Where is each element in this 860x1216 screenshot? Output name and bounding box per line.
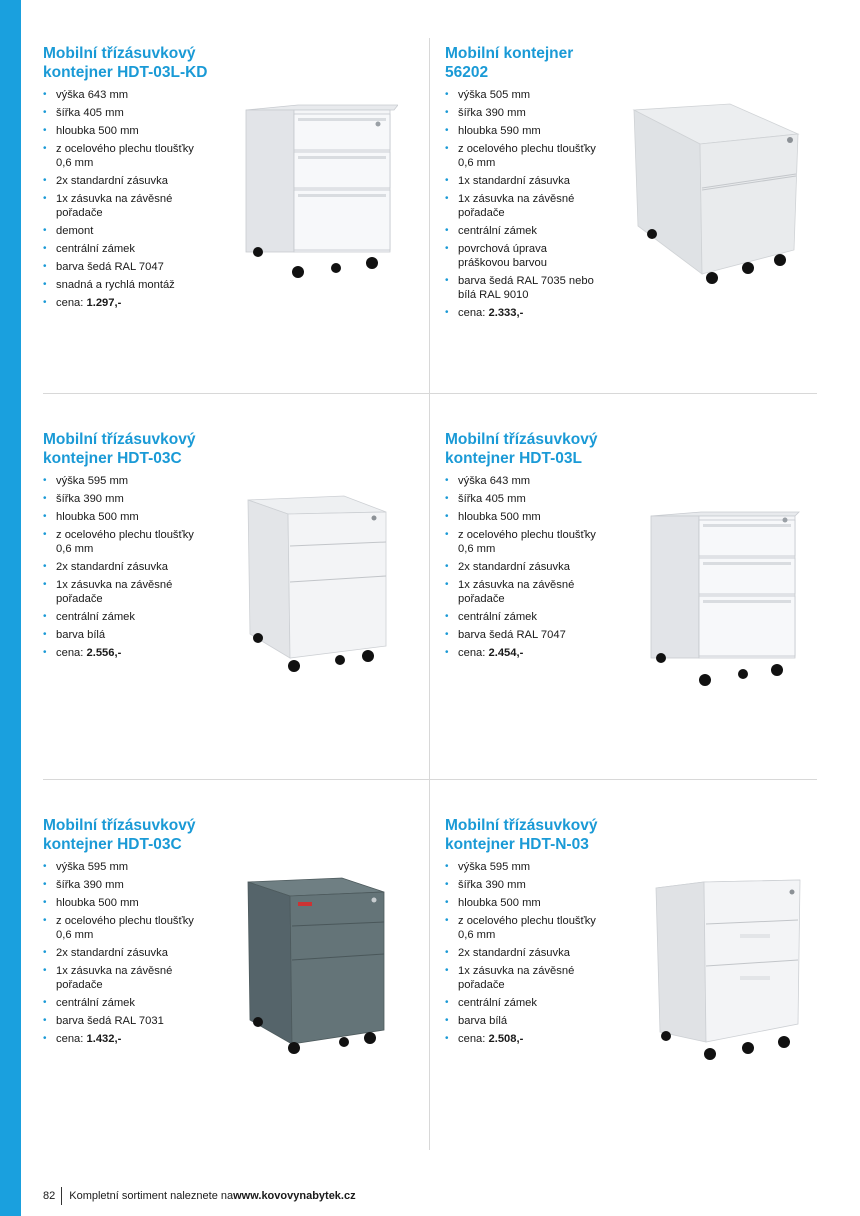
product-card [445, 44, 598, 324]
spec-item: • šířka 390 mm [43, 493, 124, 505]
column-divider [429, 780, 430, 1150]
spec-item: • šířka 390 mm [445, 107, 526, 119]
product-card [445, 816, 615, 1050]
spec-item: • výška 595 mm [43, 475, 129, 487]
spec-list [43, 474, 213, 660]
spec-item: • z ocelového plechu tloušťky 0,6 mm [445, 143, 596, 169]
spec-item: • 1x zásuvka na závěsné pořadače [445, 193, 575, 219]
spec-item: • snadná a rychlá montáž [43, 279, 175, 291]
footer-url[interactable]: www.kovovynabytek.cz [233, 1190, 356, 1202]
spec-item: • výška 643 mm [445, 475, 531, 487]
column-divider [429, 394, 430, 779]
spec-item: • barva šedá RAL 7031 [43, 1015, 164, 1027]
spec-list [43, 88, 213, 310]
spec-item: • hloubka 590 mm [445, 125, 541, 137]
spec-item: • výška 595 mm [445, 861, 531, 873]
spec-item: • šířka 390 mm [43, 879, 124, 891]
white-three-drawer-pedestal-image [240, 492, 400, 676]
product-title: Mobilní kontejner 56202 [445, 45, 574, 81]
price: 1.297,- [86, 297, 122, 309]
spec-item: • barva šedá RAL 7035 nebo bílá RAL 9010 [445, 275, 594, 301]
spec-item: • centrální zámek [445, 611, 537, 623]
row-divider [43, 393, 817, 394]
price: 2.556,- [86, 647, 122, 659]
spec-item: • 1x zásuvka na závěsné pořadače [445, 579, 575, 605]
dark-grey-three-drawer-pedestal-image [240, 876, 400, 1060]
price-item: • cena: 2.333,- [445, 307, 524, 319]
spec-item: • barva bílá [43, 629, 106, 641]
spec-item: • výška 505 mm [445, 89, 531, 101]
page-footer [43, 1187, 356, 1205]
spec-item: • povrchová úprava práškovou barvou [445, 243, 547, 269]
column-divider [429, 38, 430, 393]
white-three-drawer-pedestal-image [645, 508, 805, 690]
product-card [43, 430, 213, 664]
product-title: Mobilní třízásuvkový kontejner HDT-03L [445, 431, 598, 467]
accent-side-bar [0, 0, 21, 1216]
spec-item: • centrální zámek [43, 997, 135, 1009]
spec-item: • centrální zámek [43, 611, 135, 623]
spec-item: • 1x standardní zásuvka [445, 175, 570, 187]
spec-item: • 2x standardní zásuvka [445, 947, 570, 959]
spec-item: • z ocelového plechu tloušťky 0,6 mm [43, 915, 194, 941]
spec-item: • výška 595 mm [43, 861, 129, 873]
price-item: • cena: 2.508,- [445, 1033, 524, 1045]
product-card [43, 44, 213, 314]
spec-item: • z ocelového plechu tloušťky 0,6 mm [43, 529, 194, 555]
row-divider [43, 779, 817, 780]
spec-item: • centrální zámek [445, 997, 537, 1009]
spec-list [445, 860, 615, 1046]
price-item: • cena: 1.297,- [43, 297, 122, 309]
spec-item: • hloubka 500 mm [43, 897, 139, 909]
spec-item: • výška 643 mm [43, 89, 129, 101]
spec-list [445, 474, 615, 660]
white-three-drawer-pedestal-image [238, 100, 398, 282]
spec-item: • hloubka 500 mm [43, 125, 139, 137]
spec-item: • 2x standardní zásuvka [43, 561, 168, 573]
price: 1.432,- [86, 1033, 122, 1045]
light-grey-two-drawer-pedestal-image [630, 100, 810, 290]
page-number: 82 [43, 1190, 56, 1202]
spec-item: • 2x standardní zásuvka [43, 175, 168, 187]
spec-item: • 1x zásuvka na závěsné pořadače [43, 579, 173, 605]
product-card [445, 430, 615, 664]
spec-item: • z ocelového plechu tloušťky 0,6 mm [445, 529, 596, 555]
product-title: Mobilní třízásuvkový kontejner HDT-03L-KD [43, 45, 208, 81]
footer-separator [61, 1187, 62, 1205]
price-item: • cena: 2.454,- [445, 647, 524, 659]
spec-item: • 1x zásuvka na závěsné pořadače [43, 193, 173, 219]
price: 2.454,- [488, 647, 524, 659]
spec-item: • demont [43, 225, 94, 237]
spec-item: • centrální zámek [43, 243, 135, 255]
spec-item: • barva šedá RAL 7047 [43, 261, 164, 273]
spec-item: • hloubka 500 mm [445, 897, 541, 909]
spec-item: • z ocelového plechu tloušťky 0,6 mm [43, 143, 194, 169]
footer-text: Kompletní sortiment naleznete na [69, 1190, 234, 1202]
spec-item: • 1x zásuvka na závěsné pořadače [43, 965, 173, 991]
spec-item: • 2x standardní zásuvka [43, 947, 168, 959]
spec-item: • šířka 405 mm [445, 493, 526, 505]
spec-item: • 1x zásuvka na závěsné pořadače [445, 965, 575, 991]
spec-item: • hloubka 500 mm [445, 511, 541, 523]
spec-item: • z ocelového plechu tloušťky 0,6 mm [445, 915, 596, 941]
white-three-drawer-pedestal-image [652, 876, 812, 1062]
spec-item: • centrální zámek [445, 225, 537, 237]
product-title: Mobilní třízásuvkový kontejner HDT-03C [43, 431, 196, 467]
product-title: Mobilní třízásuvkový kontejner HDT-N-03 [445, 817, 598, 853]
spec-item: • 2x standardní zásuvka [445, 561, 570, 573]
price-item: • cena: 2.556,- [43, 647, 122, 659]
price: 2.508,- [488, 1033, 524, 1045]
spec-list [445, 88, 598, 320]
spec-item: • šířka 390 mm [445, 879, 526, 891]
spec-item: • hloubka 500 mm [43, 511, 139, 523]
price: 2.333,- [488, 307, 524, 319]
spec-item: • barva šedá RAL 7047 [445, 629, 566, 641]
spec-item: • šířka 405 mm [43, 107, 124, 119]
spec-item: • barva bílá [445, 1015, 508, 1027]
spec-list [43, 860, 213, 1046]
price-item: • cena: 1.432,- [43, 1033, 122, 1045]
product-card [43, 816, 213, 1050]
product-title: Mobilní třízásuvkový kontejner HDT-03C [43, 817, 196, 853]
